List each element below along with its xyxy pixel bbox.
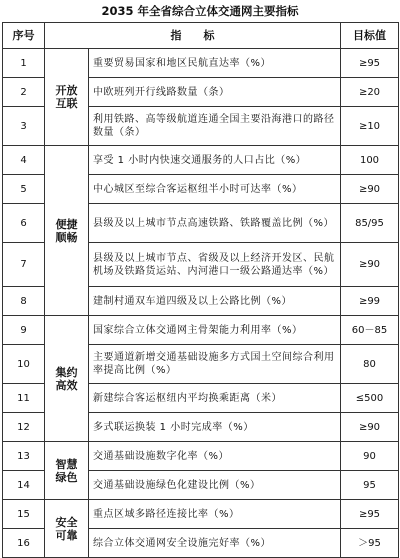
row-indicator: 县级及以上城市节点、省级及以上经济开发区、民航机场及铁路货运站、内河港口一级公路通达率（%）	[89, 243, 341, 287]
table-row	[3, 442, 399, 471]
row-num: 9	[3, 316, 45, 345]
row-indicator: 综合立体交通网安全设施完好率（%）	[89, 529, 341, 558]
category-line: 开放	[55, 84, 78, 97]
row-num: 12	[3, 413, 45, 442]
table-title: 2035 年全省综合立体交通网主要指标	[101, 4, 299, 18]
row-indicator: 交通基础设施数字化率（%）	[89, 442, 341, 471]
row-target: ≥95	[341, 500, 399, 529]
row-num: 2	[3, 78, 45, 107]
row-num: 14	[3, 471, 45, 500]
indicator-table	[2, 22, 399, 558]
row-target: ≥90	[341, 175, 399, 204]
row-target: ≤500	[341, 384, 399, 413]
table-row	[3, 146, 399, 175]
category-cell	[45, 146, 89, 316]
row-num: 4	[3, 146, 45, 175]
row-target: 80	[341, 345, 399, 384]
row-num: 15	[3, 500, 45, 529]
row-indicator: 中心城区至综合客运枢纽半小时可达率（%）	[89, 175, 341, 204]
row-target: ≥90	[341, 243, 399, 287]
row-indicator: 重要贸易国家和地区民航直达率（%）	[89, 49, 341, 78]
category-line: 可靠	[55, 528, 78, 542]
row-target: ≥10	[341, 107, 399, 146]
row-indicator: 国家综合立体交通网主骨架能力利用率（%）	[89, 316, 341, 345]
header-target: 目标值	[341, 23, 399, 49]
category-cell	[45, 316, 89, 442]
row-target: ≥20	[341, 78, 399, 107]
category-line: 便捷	[55, 217, 78, 231]
category-line: 安全	[55, 515, 78, 529]
category-line: 绿色	[55, 470, 78, 484]
header-num: 序号	[3, 23, 45, 49]
row-target: 95	[341, 471, 399, 500]
row-num: 5	[3, 175, 45, 204]
table-row	[3, 316, 399, 345]
row-target: ≥95	[341, 49, 399, 78]
row-num: 7	[3, 243, 45, 287]
row-indicator: 重点区域多路径连接比率（%）	[89, 500, 341, 529]
table-row	[3, 49, 399, 78]
category-cell	[45, 500, 89, 558]
category-line: 高效	[55, 378, 78, 392]
row-indicator: 中欧班列开行线路数量（条）	[89, 78, 341, 107]
row-indicator: 利用铁路、高等级航道连通全国主要沿海港口的路径数量（条）	[89, 107, 341, 146]
row-target: 100	[341, 146, 399, 175]
row-num: 8	[3, 287, 45, 316]
row-target: ＞95	[341, 529, 399, 558]
row-num: 3	[3, 107, 45, 146]
row-num: 1	[3, 49, 45, 78]
category-line: 互联	[55, 97, 78, 110]
row-target: ≥99	[341, 287, 399, 316]
header-row	[3, 23, 399, 49]
row-num: 13	[3, 442, 45, 471]
category-line: 顺畅	[55, 230, 78, 244]
row-num: 6	[3, 204, 45, 243]
header-indicator: 指 标	[45, 23, 341, 49]
row-indicator: 享受 1 小时内快速交通服务的人口占比（%）	[89, 146, 341, 175]
category-cell	[45, 49, 89, 146]
row-target: ≥90	[341, 413, 399, 442]
category-line: 智慧	[55, 457, 78, 471]
row-indicator: 多式联运换装 1 小时完成率（%）	[89, 413, 341, 442]
category-line: 集约	[55, 365, 78, 379]
category-cell	[45, 442, 89, 500]
row-indicator: 县级及以上城市节点高速铁路、铁路覆盖比例（%）	[89, 204, 341, 243]
table-row	[3, 500, 399, 529]
row-num: 10	[3, 345, 45, 384]
row-target: 60－85	[341, 316, 399, 345]
row-target: 85/95	[341, 204, 399, 243]
row-num: 11	[3, 384, 45, 413]
row-num: 16	[3, 529, 45, 558]
row-indicator: 建制村通双车道四级及以上公路比例（%）	[89, 287, 341, 316]
row-indicator: 新建综合客运枢纽内平均换乘距离（米）	[89, 384, 341, 413]
row-target: 90	[341, 442, 399, 471]
row-indicator: 主要通道新增交通基础设施多方式国土空间综合利用率提高比例（%）	[89, 345, 341, 384]
row-indicator: 交通基础设施绿色化建设比例（%）	[89, 471, 341, 500]
